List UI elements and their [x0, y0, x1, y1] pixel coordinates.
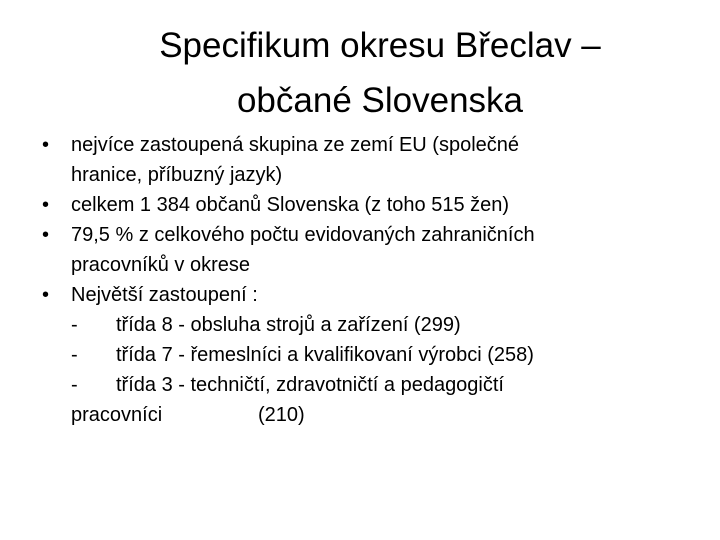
- slide-title: [40, 18, 720, 128]
- bullet-icon: •: [42, 224, 50, 246]
- sub-item: [0, 310, 720, 340]
- bullet-text: Největší zastoupení :: [71, 284, 258, 306]
- sub-item-text: třída 3 - techničtí, zdravotničtí a pedagogičtí: [116, 374, 504, 396]
- bullet-icon: •: [42, 194, 50, 216]
- dash-marker: -: [71, 344, 78, 366]
- sub-item-tail-label: pracovníci: [71, 404, 163, 426]
- bullet-text: 79,5 % z celkového počtu evidovaných zahraničních: [71, 224, 535, 246]
- slide-title-line-1: Specifikum okresu Břeclav –: [159, 26, 601, 65]
- sub-item-continuation: [0, 400, 720, 430]
- bullet-item: [0, 220, 720, 250]
- sub-item-text: třída 7 - řemeslníci a kvalifikovaní výrobci (258): [116, 344, 534, 366]
- sub-item-text: třída 8 - obsluha strojů a zařízení (299): [116, 314, 461, 336]
- slide-title-line-2: občané Slovenska: [236, 81, 524, 120]
- bullet-item: [0, 190, 720, 220]
- bullet-text: hranice, příbuzný jazyk): [71, 164, 283, 186]
- sub-item: [0, 370, 720, 400]
- bullet-continuation: [0, 160, 720, 190]
- dash-marker: -: [71, 314, 78, 336]
- bullet-item: [0, 280, 720, 310]
- bullet-text: celkem 1 384 občanů Slovenska (z toho 515 žen): [71, 194, 510, 216]
- bullet-item: [0, 130, 720, 160]
- bullet-icon: •: [42, 284, 50, 306]
- bullet-text: nejvíce zastoupená skupina ze zemí EU (společné: [71, 134, 520, 156]
- sub-item: [0, 340, 720, 370]
- bullet-icon: •: [42, 134, 50, 156]
- slide-content: [0, 130, 720, 430]
- bullet-text: pracovníků v okrese: [71, 254, 250, 276]
- dash-marker: -: [71, 374, 78, 396]
- bullet-continuation: [0, 250, 720, 280]
- sub-item-tail-value: (210): [258, 404, 305, 426]
